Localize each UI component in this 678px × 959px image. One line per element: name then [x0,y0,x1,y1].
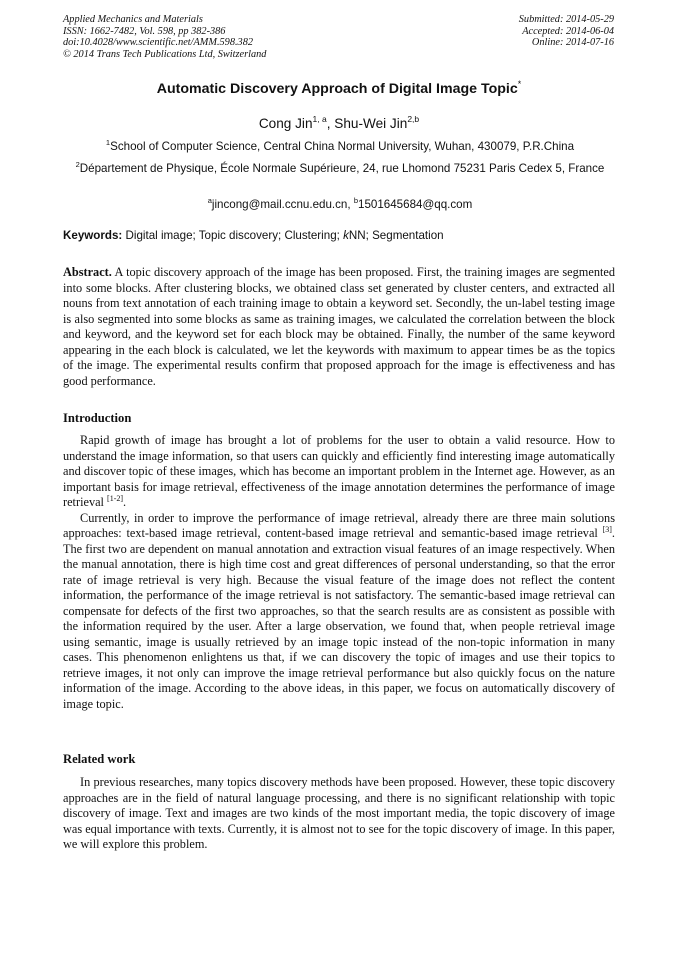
abstract-text: A topic discovery approach of the image has been proposed. First, the training images are segmented into some blocks. After clustering blocks, we obtained class set generated by cluster centers, and extracted all nouns from text annotation of each training image to obtain a keyword set. Secondly, the un-label testing image is also segmented into some blocks as same as training images, we calculated the correlation between the block and keyword, and the keyword set for each block may be obtained. Finally, the number of the same keyword appearing in the each block is calculated, we let the keywords with maximum to appear times be as the topics of the image. The experimental results confirm that proposed approach for the image is effectiveness and has good performance. [63,265,615,388]
affiliation-1-text: School of Computer Science, Central China Normal University, Wuhan, 430079, P.R.China [110,140,575,153]
email-a-mark: a [207,196,212,205]
affiliation-1-number: 1 [105,138,111,147]
doi-line: doi:10.4028/www.scientific.net/AMM.598.382 [63,37,253,49]
publication-dates [519,14,614,49]
keywords-text-2: NN; Segmentation [348,229,444,242]
keywords-label: Keywords: [63,229,123,242]
intro-p2-citation: [3] [602,525,612,534]
section-heading-introduction: Introduction [63,411,132,425]
intro-paragraph-2 [63,511,615,713]
author-2-affil: 2,b [407,114,420,124]
introduction-section [63,433,615,712]
intro-p2-text-b: . The first two are dependent on manual annotation and extraction visual features of an image respectively. When the manual annotation, there is high time cost and great differences of personal understanding, so that the error rate of image retrieval is very high. Because the visual feature of the image does not reflect the content information, the performance of the image retrieval is not satisfactory. The semantic-based image retrieval can compensate for defects of the first two approaches, so that the search results are as consistent as possible with the information required by the user. After a large observation, we found that, when people retrieval image using semantic, image is usually retrieved by an image topic instead of the non-topic information in many cases. This phenomenon enlightens us that, if we can discovery the topic of images and use their topics to retrieve images, it not only can improve the image retrieval performance but also quickly focus on the nature information of the image. According to the above ideas, in this paper, we focus on automatically discovery of image topic. [63,526,615,711]
affiliation-2-number: 2 [75,160,80,169]
keywords [63,229,618,242]
accepted-date: Accepted: 2014-06-04 [522,25,614,37]
journal-info [63,14,266,60]
issn-line: ISSN: 1662-7482, Vol. 598, pp 382-386 [63,25,226,37]
intro-p1-citation: [1-2] [107,494,124,503]
related-work-section [63,775,615,853]
author-separator: , [326,116,335,131]
intro-paragraph-1 [63,433,615,511]
paper-title [0,79,678,97]
author-emails [70,194,610,213]
keywords-k-italic: k [343,229,349,242]
email-b: 1501645684@qq.com [358,198,473,211]
abstract [63,265,615,389]
related-paragraph-1: In previous researches, many topics discovery methods have been proposed. However, these topic discovery approaches are in the field of natural language processing, and there is no significant relationship with topic discovery of image. Text and images are two kinds of the most important media, the topic discovery of image was equal importance with texts. Currently, it is almost not to see for the topic discovery of image. In this paper, we will explore this problem. [63,775,615,851]
intro-p1-text: Rapid growth of image has brought a lot of problems for the user to obtain a valid resource. How to understand the image information, so that users can quickly and efficiently find interesting image automatically and discover topic of these images, which has become an important problem in the Internet age. However, as an important basis for image retrieval, effectiveness of the image annotation determines the performance of image retrieval [63,433,615,509]
keywords-text-1: Digital image; Topic discovery; Clustering; [122,229,344,242]
section-heading-related-work: Related work [63,752,136,766]
affiliation-1 [70,136,610,155]
author-2: Shu-Wei Jin [334,116,408,131]
submitted-date: Submitted: 2014-05-29 [518,14,614,25]
abstract-label: Abstract. [63,265,112,279]
intro-p2-text-a: Currently, in order to improve the performance of image retrieval, already there are three main solutions approaches: text-based image retrieval, content-based image retrieval and semantic-based image retrieval [63,510,615,540]
online-date: Online: 2014-07-16 [531,37,614,49]
title-footnote-mark: * [517,79,522,89]
email-b-mark: b [353,196,358,205]
copyright-line: © 2014 Trans Tech Publications Ltd, Switzerland [63,48,267,60]
affiliation-2-text: Département de Physique, École Normale Supérieure, 24, rue Lhomond 75231 Paris Cedex 5, France [79,162,605,175]
intro-p1-end: . [123,495,127,509]
affiliation-2 [70,158,610,177]
author-1-affil: 1, a [312,114,327,124]
author-list [0,114,678,131]
email-a: jincong@mail.ccnu.edu.cn, [211,198,354,211]
title-text: Automatic Discovery Approach of Digital Image Topic [156,81,518,97]
author-1: Cong Jin [258,116,313,131]
journal-name: Applied Mechanics and Materials [63,14,203,25]
